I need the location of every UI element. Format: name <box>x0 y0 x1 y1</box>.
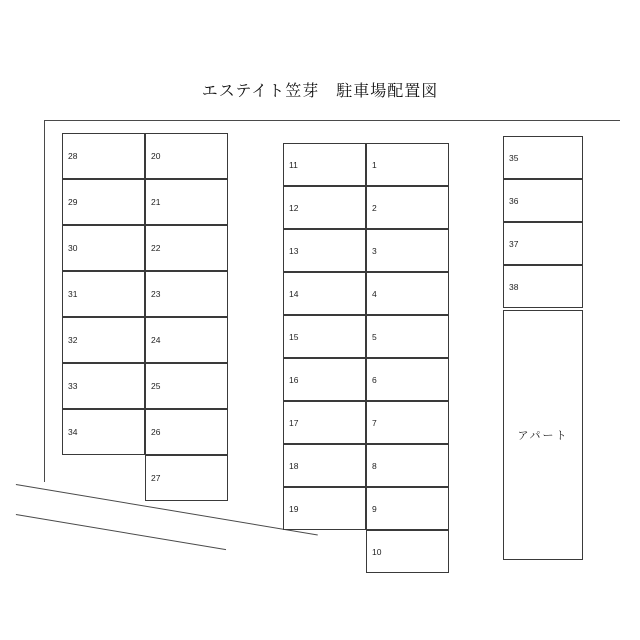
parking-stall <box>283 186 366 229</box>
parking-stall-number: 29 <box>68 196 78 207</box>
parking-stall-number: 38 <box>509 281 519 292</box>
boundary-left-line <box>44 120 45 482</box>
parking-stall <box>62 225 145 271</box>
parking-stall <box>62 271 145 317</box>
parking-stall <box>366 143 449 186</box>
parking-stall-number: 26 <box>151 426 161 437</box>
parking-stall <box>283 229 366 272</box>
parking-stall <box>503 222 583 265</box>
page-title: エステイト笠芽 駐車場配置図 <box>201 83 439 100</box>
parking-stall-number: 19 <box>289 503 299 514</box>
parking-stall <box>145 225 228 271</box>
parking-stall <box>62 179 145 225</box>
parking-stall <box>283 401 366 444</box>
parking-stall-number: 7 <box>372 417 377 428</box>
parking-stall <box>145 363 228 409</box>
parking-stall <box>503 136 583 179</box>
parking-stall <box>62 363 145 409</box>
parking-stall-number: 22 <box>151 242 161 253</box>
parking-stall <box>145 317 228 363</box>
parking-stall-number: 9 <box>372 503 377 514</box>
parking-stall-number: 28 <box>68 150 78 161</box>
parking-stall <box>283 444 366 487</box>
parking-stall-number: 3 <box>372 245 377 256</box>
parking-stall-number: 21 <box>151 196 161 207</box>
parking-stall-number: 33 <box>68 380 78 391</box>
parking-stall-number: 14 <box>289 288 299 299</box>
parking-stall-number: 4 <box>372 288 377 299</box>
parking-stall-number: 31 <box>68 288 78 299</box>
parking-stall-number: 20 <box>151 150 161 161</box>
parking-stall <box>62 317 145 363</box>
road-edge-lower <box>16 514 226 550</box>
parking-stall-number: 11 <box>289 159 298 170</box>
parking-stall <box>366 315 449 358</box>
parking-stall-number: 25 <box>151 380 161 391</box>
parking-stall <box>503 265 583 308</box>
parking-stall <box>366 487 449 530</box>
parking-stall <box>283 358 366 401</box>
parking-stall-number: 10 <box>372 546 382 557</box>
parking-stall-number: 16 <box>289 374 299 385</box>
parking-stall-number: 35 <box>509 152 519 163</box>
parking-stall <box>62 133 145 179</box>
parking-stall <box>145 271 228 317</box>
boundary-top-line <box>44 120 620 121</box>
parking-stall-number: 8 <box>372 460 377 471</box>
parking-stall <box>62 409 145 455</box>
parking-stall <box>503 179 583 222</box>
parking-stall-number: 32 <box>68 334 78 345</box>
parking-stall <box>145 409 228 455</box>
parking-stall <box>145 133 228 179</box>
parking-stall-number: 34 <box>68 426 78 437</box>
parking-stall <box>283 315 366 358</box>
parking-stall <box>366 530 449 573</box>
parking-stall-number: 18 <box>289 460 299 471</box>
parking-stall-number: 37 <box>509 238 519 249</box>
parking-stall-number: 23 <box>151 288 161 299</box>
parking-stall-number: 6 <box>372 374 377 385</box>
parking-stall <box>283 487 366 530</box>
parking-stall-number: 30 <box>68 242 78 253</box>
parking-stall <box>283 143 366 186</box>
parking-stall-number: 15 <box>289 331 299 342</box>
parking-stall-number: 17 <box>289 417 299 428</box>
parking-stall <box>366 186 449 229</box>
parking-stall-number: 13 <box>289 245 299 256</box>
parking-stall <box>366 401 449 444</box>
parking-stall-number: 1 <box>372 159 377 170</box>
parking-stall <box>366 229 449 272</box>
apartment-building <box>503 310 583 560</box>
parking-stall <box>145 455 228 501</box>
parking-stall <box>283 272 366 315</box>
parking-stall <box>366 358 449 401</box>
parking-stall-number: 12 <box>289 202 299 213</box>
apartment-label: アパート <box>517 430 569 442</box>
parking-stall <box>145 179 228 225</box>
parking-stall-number: 24 <box>151 334 161 345</box>
parking-stall-number: 2 <box>372 202 377 213</box>
parking-stall <box>366 444 449 487</box>
parking-stall-number: 36 <box>509 195 519 206</box>
parking-stall <box>366 272 449 315</box>
parking-stall-number: 27 <box>151 472 161 483</box>
parking-stall-number: 5 <box>372 331 377 342</box>
